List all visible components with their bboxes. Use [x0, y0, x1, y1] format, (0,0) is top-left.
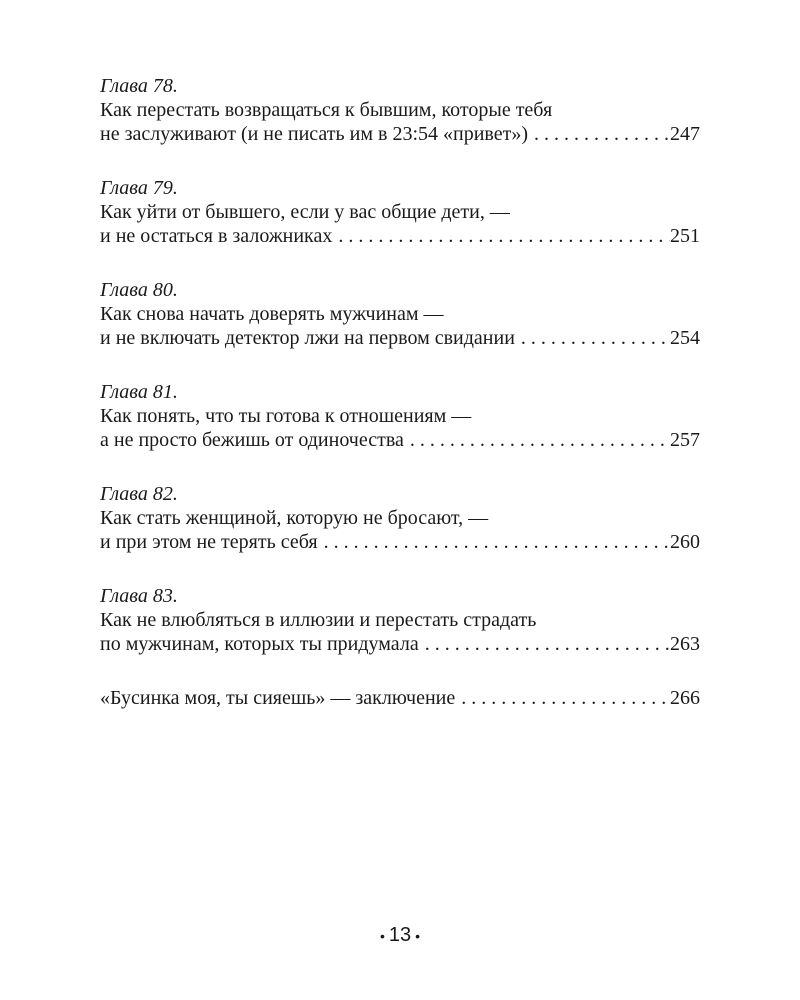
chapter-title-text: и при этом не терять себя — [100, 531, 318, 553]
chapter-title-text: по мужчинам, которых ты придумала — [100, 633, 419, 655]
toc-entry-chapter-82 — [100, 482, 700, 554]
chapter-label: Глава 78. — [100, 75, 178, 97]
page-reference: 263 — [670, 633, 700, 655]
page-reference: 257 — [670, 429, 700, 451]
dot-leader — [404, 428, 670, 452]
toc-entry-chapter-83 — [100, 584, 700, 656]
chapter-title-line: Как стать женщиной, которую не бросают, — — [100, 507, 489, 529]
chapter-label: Глава 81. — [100, 381, 178, 403]
chapter-title-line: Как перестать возвращаться к бывшим, которые тебя — [100, 99, 553, 121]
chapter-title-last-line — [100, 530, 700, 554]
dot-leader — [528, 122, 670, 146]
page-reference: 247 — [670, 123, 700, 145]
page-number-footer — [0, 924, 800, 947]
bullet-right: • — [415, 927, 421, 944]
page-reference: 260 — [670, 531, 700, 553]
chapter-label: Глава 82. — [100, 483, 178, 505]
chapter-title-last-line — [100, 632, 700, 656]
chapter-label: Глава 83. — [100, 585, 178, 607]
dot-leader — [419, 632, 670, 656]
bullet-left: • — [379, 927, 385, 944]
chapter-title-text: а не просто бежишь от одиночества — [100, 429, 404, 451]
chapter-label: Глава 79. — [100, 177, 178, 199]
dot-leader — [515, 326, 670, 350]
page-reference: 251 — [670, 225, 700, 247]
toc-entry-chapter-78 — [100, 74, 700, 146]
chapter-title-text: и не остаться в заложниках — [100, 225, 333, 247]
chapter-title-last-line — [100, 428, 700, 452]
page-reference: 254 — [670, 327, 700, 349]
toc-entry-chapter-79 — [100, 176, 700, 248]
toc-entry-chapter-80 — [100, 278, 700, 350]
chapter-title-last-line — [100, 224, 700, 248]
chapter-title-line: Как уйти от бывшего, если у вас общие дети, — — [100, 201, 510, 223]
toc-entry-chapter-81 — [100, 380, 700, 452]
page-reference: 266 — [670, 687, 700, 709]
table-of-contents — [100, 74, 700, 740]
chapter-title-line: Как понять, что ты готова к отношениям — — [100, 405, 472, 427]
conclusion-line — [100, 686, 700, 710]
chapter-title-text: и не включать детектор лжи на первом свидании — [100, 327, 515, 349]
dot-leader — [455, 686, 670, 710]
chapter-title-last-line — [100, 326, 700, 350]
chapter-title-line: Как снова начать доверять мужчинам — — [100, 303, 444, 325]
conclusion-title: «Бусинка моя, ты сияешь» — заключение — [100, 687, 456, 709]
chapter-label: Глава 80. — [100, 279, 178, 301]
chapter-title-line: Как не влюбляться в иллюзии и перестать страдать — [100, 609, 537, 631]
dot-leader — [318, 530, 670, 554]
toc-entry-conclusion — [100, 686, 700, 710]
dot-leader — [332, 224, 670, 248]
chapter-title-text: не заслуживают (и не писать им в 23:54 «привет») — [100, 123, 529, 145]
chapter-title-last-line — [100, 122, 700, 146]
page-number: 13 — [388, 924, 412, 946]
